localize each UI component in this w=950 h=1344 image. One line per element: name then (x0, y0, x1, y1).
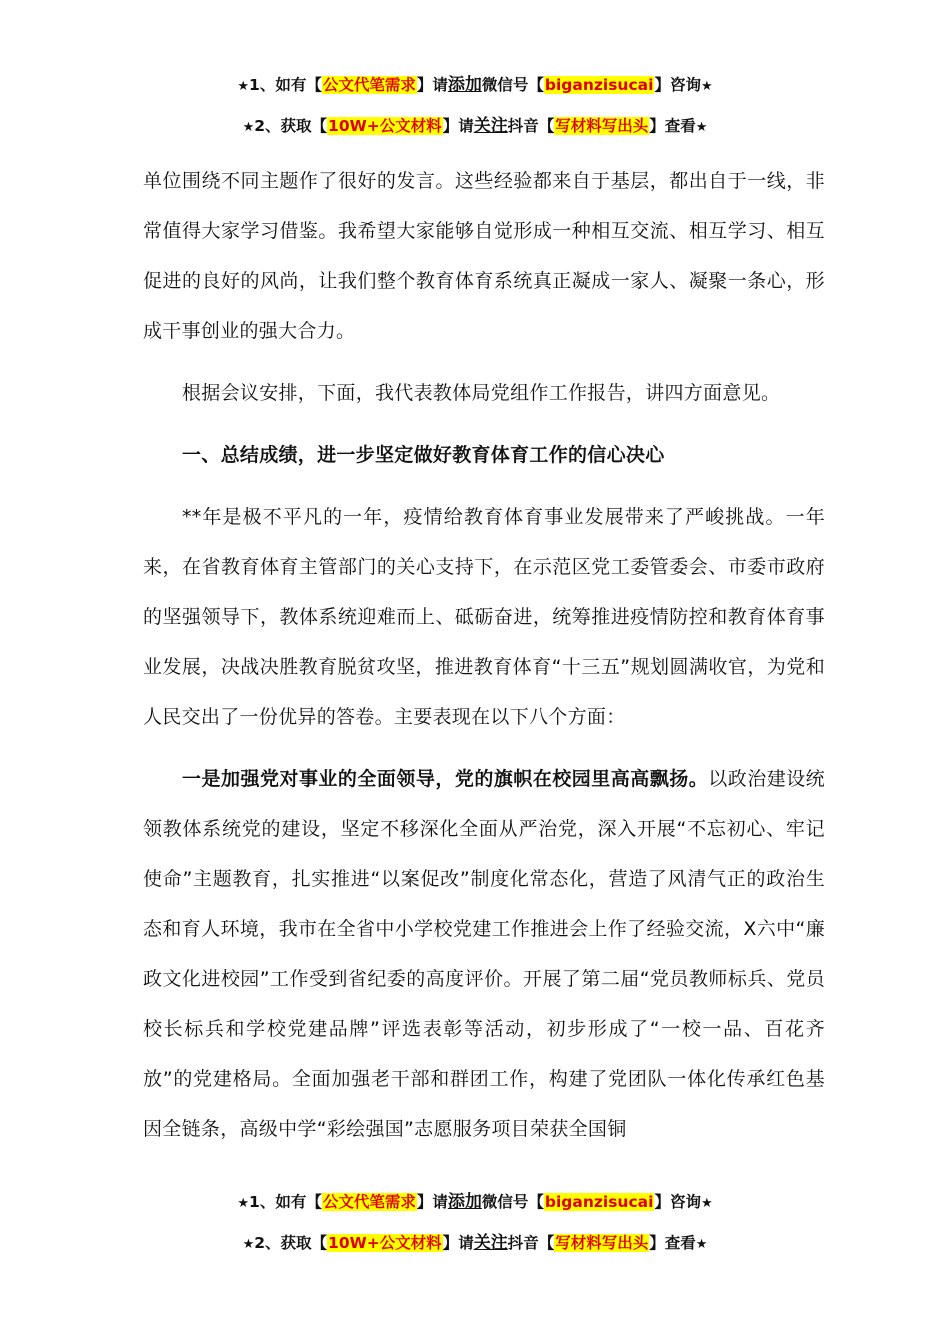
banner-highlight-douyin: 写材料写出头 (555, 117, 649, 135)
banner-underline-follow: 关注 (473, 1233, 508, 1253)
banner-text: 2、获取【 (254, 1234, 328, 1252)
banner-text: 1、如有【 (249, 76, 322, 94)
banner-text: 】咨询 (654, 1193, 701, 1211)
banner-highlight-wechat-id: biganzisucai (544, 1193, 654, 1211)
star-icon: ★ (242, 1237, 255, 1252)
banner-top-line-2 (0, 111, 950, 136)
banner-text: 】查看 (649, 117, 696, 135)
banner-text: 抖音【 (507, 1234, 555, 1252)
banner-text: 】请 (416, 1193, 448, 1211)
banner-text: 】请 (442, 117, 474, 135)
document-body (143, 156, 825, 1154)
banner-underline-follow: 关注 (473, 116, 508, 136)
banner-highlight-douyin: 写材料写出头 (555, 1234, 649, 1252)
paragraph-4-text: 以政治建设统领教体系统党的建设，坚定不移深化全面从严治党，深入开展“不忘初心、牢记使命”主题教育，扎实推进“以案促改”制度化常态化，营造了风清气正的政治生态和育人环境，我市在全省中小学校党建工作推进会上作了经验交流，X六中“廉政文化进校园”工作受到省纪委的高度评价。开展了第二届“党员教师标兵、党员校长标兵和学校党建品牌”评选表彰等活动，初步形成了“一校一品、百花齐放”的党建格局。全面加强老干部和群团工作，构建了党团队一体化传承红色基因全链条，高级中学“彩绘强国”志愿服务项目荣获全国铜 (143, 768, 825, 1140)
banner-text: 微信号【 (481, 76, 544, 94)
star-icon: ★ (695, 120, 708, 135)
banner-bottom-line-1 (0, 1187, 950, 1212)
banner-text: 微信号【 (481, 1193, 544, 1211)
banner-top-line-1 (0, 70, 950, 95)
star-icon: ★ (700, 1196, 713, 1211)
banner-underline-add: 添加 (447, 1192, 482, 1212)
banner-text: 2、获取【 (254, 117, 328, 135)
banner-text: 】请 (416, 76, 448, 94)
paragraph-2: 根据会议安排，下面，我代表教体局党组作工作报告，讲四方面意见。 (182, 382, 781, 404)
paragraph-4-lead: 一是加强党对事业的全面领导，党的旗帜在校园里高高飘扬。 (182, 768, 709, 790)
banner-bottom-line-2 (0, 1228, 950, 1253)
banner-text: 】查看 (649, 1234, 696, 1252)
banner-underline-add: 添加 (447, 75, 482, 95)
banner-highlight-wechat-id: biganzisucai (544, 76, 654, 94)
star-icon: ★ (237, 79, 250, 94)
paragraph-1: 单位围绕不同主题作了很好的发言。这些经验都来自于基层，都出自于一线，非常值得大家学习借鉴。我希望大家能够自觉形成一种相互交流、相互学习、相互促进的良好的风尚，让我们整个教育体育系统真正凝成一家人、凝聚一条心，形成干事创业的强大合力。 (143, 170, 825, 342)
banner-highlight-service: 公文代笔需求 (322, 76, 416, 94)
banner-text: 抖音【 (507, 117, 555, 135)
banner-text: 】咨询 (654, 76, 701, 94)
paragraph-3: **年是极不平凡的一年，疫情给教育体育事业发展带来了严峻挑战。一年来，在省教育体育主管部门的关心支持下，在示范区党工委管委会、市委市政府的坚强领导下，教体系统迎难而上、砥砺奋进，统筹推进疫情防控和教育体育事业发展，决战决胜教育脱贫攻坚，推进教育体育“十三五”规划圆满收官，为党和人民交出了一份优异的答卷。主要表现在以下八个方面： (143, 506, 825, 728)
section-heading-1: 一、总结成绩，进一步坚定做好教育体育工作的信心决心 (182, 444, 665, 466)
banner-highlight-materials: 10W+公文材料 (328, 1234, 442, 1252)
star-icon: ★ (242, 120, 255, 135)
star-icon: ★ (237, 1196, 250, 1211)
paragraph-4 (143, 754, 825, 1154)
banner-highlight-service: 公文代笔需求 (322, 1193, 416, 1211)
banner-highlight-materials: 10W+公文材料 (328, 117, 442, 135)
banner-text: 1、如有【 (249, 1193, 322, 1211)
star-icon: ★ (700, 79, 713, 94)
banner-text: 】请 (442, 1234, 474, 1252)
star-icon: ★ (695, 1237, 708, 1252)
